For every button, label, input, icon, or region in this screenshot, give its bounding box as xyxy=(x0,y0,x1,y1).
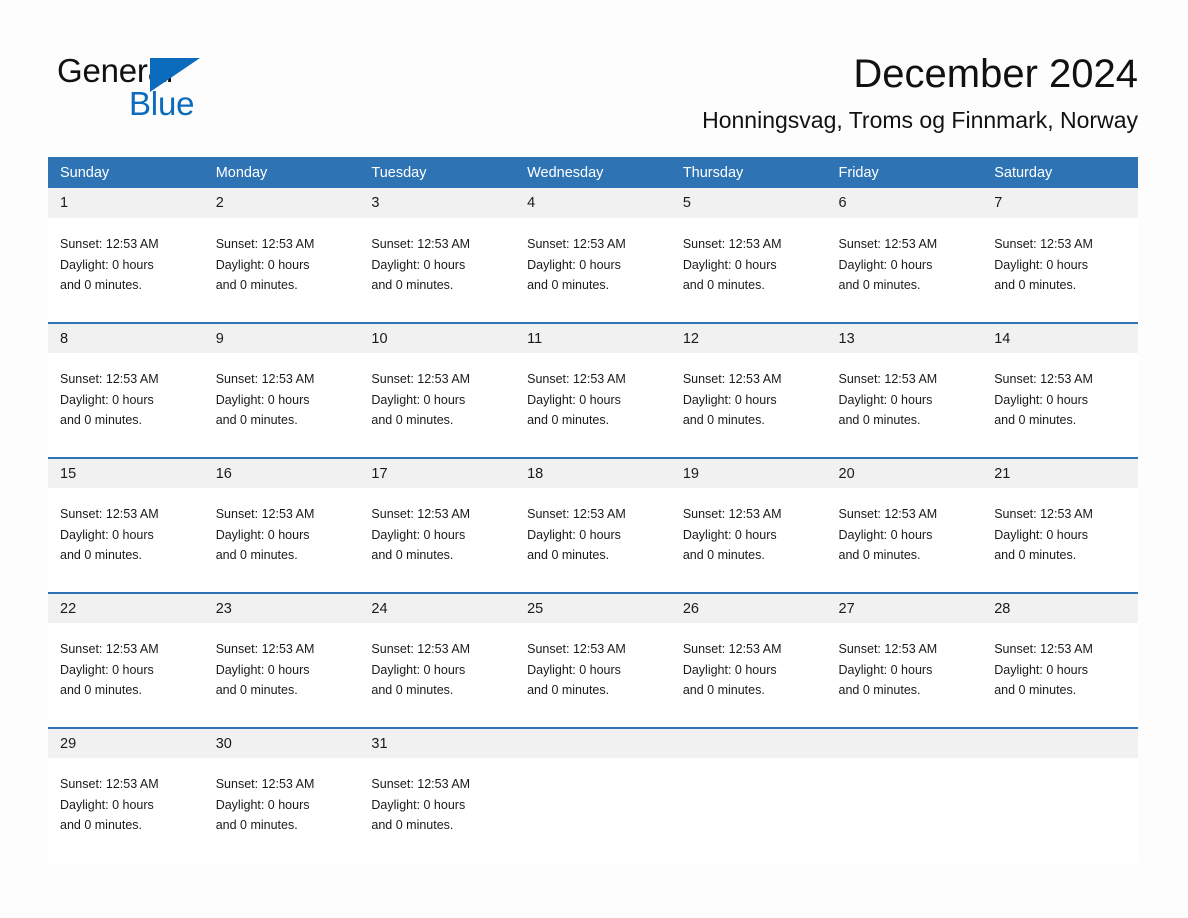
minutes-line: and 0 minutes. xyxy=(215,278,298,292)
week-info-row xyxy=(48,623,1138,728)
minutes-line: and 0 minutes. xyxy=(682,278,765,292)
sunset-line: Sunset: 12:53 AM xyxy=(60,642,159,656)
sunset-line: Sunset: 12:53 AM xyxy=(371,507,471,521)
minutes-line: and 0 minutes. xyxy=(527,548,610,562)
day-number[interactable]: 10 xyxy=(359,323,515,353)
minutes-line: and 0 minutes. xyxy=(371,683,454,697)
week-date-row xyxy=(48,458,1138,488)
daylight-line: Daylight: 0 hours xyxy=(527,527,621,542)
day-number[interactable]: 20 xyxy=(827,458,983,488)
calendar-body xyxy=(48,188,1138,863)
daylight-line: Daylight: 0 hours xyxy=(682,527,777,542)
day-number[interactable]: 23 xyxy=(204,593,360,623)
day-detail-cell-empty xyxy=(982,758,1138,863)
day-detail-cell-empty xyxy=(515,758,671,863)
day-detail-cell xyxy=(204,758,360,863)
daylight-line: Daylight: 0 hours xyxy=(60,662,154,677)
day-detail-cell xyxy=(982,218,1138,323)
daylight-line: Daylight: 0 hours xyxy=(215,662,310,677)
day-detail-cell xyxy=(359,488,515,593)
minutes-line: and 0 minutes. xyxy=(215,548,298,562)
minutes-line: and 0 minutes. xyxy=(60,278,142,292)
sunset-line: Sunset: 12:53 AM xyxy=(682,507,782,521)
day-detail-cell xyxy=(359,218,515,323)
day-number-empty xyxy=(827,728,983,758)
day-number[interactable]: 25 xyxy=(515,593,671,623)
day-detail-cell xyxy=(671,488,827,593)
day-number[interactable]: 29 xyxy=(48,728,204,758)
daylight-line: Daylight: 0 hours xyxy=(838,257,933,272)
daylight-line: Daylight: 0 hours xyxy=(838,392,933,407)
day-number[interactable]: 26 xyxy=(671,593,827,623)
sunset-line: Sunset: 12:53 AM xyxy=(527,642,626,656)
daylight-line: Daylight: 0 hours xyxy=(994,392,1089,407)
day-number[interactable]: 8 xyxy=(48,323,204,353)
week-date-row xyxy=(48,323,1138,353)
daylight-line: Daylight: 0 hours xyxy=(215,527,310,542)
page-subtitle-location: Honningsvag, Troms og Finnmark, Norway xyxy=(702,107,1138,133)
day-detail-cell xyxy=(827,353,983,458)
daylight-line: Daylight: 0 hours xyxy=(215,392,310,407)
day-number[interactable]: 30 xyxy=(204,728,360,758)
day-detail-cell xyxy=(827,218,983,323)
week-info-row xyxy=(48,218,1138,323)
daylight-line: Daylight: 0 hours xyxy=(994,527,1089,542)
day-number[interactable]: 5 xyxy=(671,188,827,218)
day-number-empty xyxy=(671,728,827,758)
weekday-header-tuesday: Tuesday xyxy=(359,157,515,188)
day-detail-cell xyxy=(671,353,827,458)
sunset-line: Sunset: 12:53 AM xyxy=(838,507,938,521)
day-detail-cell xyxy=(671,623,827,728)
weekday-header-sunday: Sunday xyxy=(48,157,204,188)
day-number[interactable]: 9 xyxy=(204,323,360,353)
daylight-line: Daylight: 0 hours xyxy=(215,257,310,272)
sunset-line: Sunset: 12:53 AM xyxy=(838,642,938,656)
page-header xyxy=(0,0,1188,156)
daylight-line: Daylight: 0 hours xyxy=(60,392,154,407)
sunset-line: Sunset: 12:53 AM xyxy=(60,372,159,386)
day-number[interactable]: 14 xyxy=(982,323,1138,353)
day-detail-cell xyxy=(515,623,671,728)
sunset-line: Sunset: 12:53 AM xyxy=(60,777,159,791)
day-detail-cell xyxy=(359,758,515,863)
day-number[interactable]: 6 xyxy=(827,188,983,218)
title-block xyxy=(702,48,1138,137)
sunset-line: Sunset: 12:53 AM xyxy=(215,507,315,521)
day-number[interactable]: 21 xyxy=(982,458,1138,488)
day-number[interactable]: 12 xyxy=(671,323,827,353)
day-number[interactable]: 28 xyxy=(982,593,1138,623)
day-number[interactable]: 3 xyxy=(359,188,515,218)
day-number[interactable]: 15 xyxy=(48,458,204,488)
minutes-line: and 0 minutes. xyxy=(994,413,1077,427)
day-number[interactable]: 2 xyxy=(204,188,360,218)
logo-text-blue: Blue xyxy=(129,85,195,122)
week-date-row xyxy=(48,188,1138,218)
daylight-line: Daylight: 0 hours xyxy=(371,662,466,677)
daylight-line: Daylight: 0 hours xyxy=(371,797,466,812)
day-number[interactable]: 11 xyxy=(515,323,671,353)
daylight-line: Daylight: 0 hours xyxy=(60,527,154,542)
minutes-line: and 0 minutes. xyxy=(215,683,298,697)
daylight-line: Daylight: 0 hours xyxy=(527,257,621,272)
day-number[interactable]: 7 xyxy=(982,188,1138,218)
day-detail-cell xyxy=(515,353,671,458)
weekday-header-friday: Friday xyxy=(827,157,983,188)
day-number[interactable]: 19 xyxy=(671,458,827,488)
minutes-line: and 0 minutes. xyxy=(994,278,1077,292)
minutes-line: and 0 minutes. xyxy=(215,818,298,832)
sunset-line: Sunset: 12:53 AM xyxy=(838,237,938,251)
minutes-line: and 0 minutes. xyxy=(838,413,921,427)
sunset-line: Sunset: 12:53 AM xyxy=(994,642,1093,656)
minutes-line: and 0 minutes. xyxy=(371,278,454,292)
weekday-header-wednesday: Wednesday xyxy=(515,157,671,188)
minutes-line: and 0 minutes. xyxy=(682,413,765,427)
sunset-line: Sunset: 12:53 AM xyxy=(682,372,782,386)
minutes-line: and 0 minutes. xyxy=(60,818,142,832)
daylight-line: Daylight: 0 hours xyxy=(371,257,466,272)
minutes-line: and 0 minutes. xyxy=(371,413,454,427)
daylight-line: Daylight: 0 hours xyxy=(60,257,154,272)
day-detail-cell xyxy=(48,218,204,323)
calendar-header-row-group xyxy=(48,157,1138,188)
day-detail-cell xyxy=(204,218,360,323)
day-detail-cell-empty xyxy=(827,758,983,863)
daylight-line: Daylight: 0 hours xyxy=(682,257,777,272)
day-number[interactable]: 1 xyxy=(48,188,204,218)
sunset-line: Sunset: 12:53 AM xyxy=(527,372,626,386)
week-info-row xyxy=(48,488,1138,593)
daylight-line: Daylight: 0 hours xyxy=(60,797,154,812)
daylight-line: Daylight: 0 hours xyxy=(682,662,777,677)
sunset-line: Sunset: 12:53 AM xyxy=(994,237,1093,251)
day-detail-cell xyxy=(982,623,1138,728)
sunset-line: Sunset: 12:53 AM xyxy=(215,777,315,791)
calendar-container xyxy=(48,157,1138,863)
minutes-line: and 0 minutes. xyxy=(527,683,610,697)
day-number[interactable]: 4 xyxy=(515,188,671,218)
day-detail-cell xyxy=(827,623,983,728)
sunset-line: Sunset: 12:53 AM xyxy=(994,372,1093,386)
minutes-line: and 0 minutes. xyxy=(994,683,1077,697)
daylight-line: Daylight: 0 hours xyxy=(527,662,621,677)
minutes-line: and 0 minutes. xyxy=(994,548,1077,562)
daylight-line: Daylight: 0 hours xyxy=(371,392,466,407)
minutes-line: and 0 minutes. xyxy=(60,683,142,697)
day-number[interactable]: 13 xyxy=(827,323,983,353)
day-number[interactable]: 31 xyxy=(359,728,515,758)
sunset-line: Sunset: 12:53 AM xyxy=(371,372,471,386)
day-number-empty xyxy=(982,728,1138,758)
daylight-line: Daylight: 0 hours xyxy=(215,797,310,812)
sunset-line: Sunset: 12:53 AM xyxy=(527,507,626,521)
day-detail-cell xyxy=(671,218,827,323)
week-info-row xyxy=(48,353,1138,458)
sunset-line: Sunset: 12:53 AM xyxy=(994,507,1093,521)
day-detail-cell xyxy=(204,623,360,728)
day-detail-cell xyxy=(204,488,360,593)
day-number[interactable]: 18 xyxy=(515,458,671,488)
minutes-line: and 0 minutes. xyxy=(527,413,610,427)
day-detail-cell xyxy=(515,488,671,593)
weekday-header-monday: Monday xyxy=(204,157,360,188)
daylight-line: Daylight: 0 hours xyxy=(371,527,466,542)
page-title: December 2024 xyxy=(853,52,1138,96)
logo-text-general: General xyxy=(57,52,174,89)
weekday-header-row xyxy=(48,157,1138,188)
minutes-line: and 0 minutes. xyxy=(371,548,454,562)
day-detail-cell xyxy=(48,623,204,728)
sunset-line: Sunset: 12:53 AM xyxy=(682,237,782,251)
sunset-line: Sunset: 12:53 AM xyxy=(215,642,315,656)
weekday-header-thursday: Thursday xyxy=(671,157,827,188)
week-date-row xyxy=(48,593,1138,623)
sunset-line: Sunset: 12:53 AM xyxy=(371,777,471,791)
day-detail-cell xyxy=(359,623,515,728)
day-detail-cell xyxy=(982,353,1138,458)
day-detail-cell-empty xyxy=(671,758,827,863)
day-detail-cell xyxy=(204,353,360,458)
day-number[interactable]: 16 xyxy=(204,458,360,488)
day-detail-cell xyxy=(48,488,204,593)
sunset-line: Sunset: 12:53 AM xyxy=(371,237,471,251)
minutes-line: and 0 minutes. xyxy=(682,548,765,562)
day-detail-cell xyxy=(359,353,515,458)
daylight-line: Daylight: 0 hours xyxy=(994,257,1089,272)
minutes-line: and 0 minutes. xyxy=(838,548,921,562)
daylight-line: Daylight: 0 hours xyxy=(838,662,933,677)
day-detail-cell xyxy=(827,488,983,593)
daylight-line: Daylight: 0 hours xyxy=(838,527,933,542)
sunset-line: Sunset: 12:53 AM xyxy=(527,237,626,251)
sunset-line: Sunset: 12:53 AM xyxy=(215,372,315,386)
minutes-line: and 0 minutes. xyxy=(838,278,921,292)
day-detail-cell xyxy=(48,353,204,458)
daylight-line: Daylight: 0 hours xyxy=(682,392,777,407)
day-number[interactable]: 17 xyxy=(359,458,515,488)
day-number[interactable]: 22 xyxy=(48,593,204,623)
minutes-line: and 0 minutes. xyxy=(838,683,921,697)
daylight-line: Daylight: 0 hours xyxy=(994,662,1089,677)
day-detail-cell xyxy=(982,488,1138,593)
calendar-table xyxy=(48,157,1138,863)
week-info-row xyxy=(48,758,1138,863)
day-number[interactable]: 24 xyxy=(359,593,515,623)
minutes-line: and 0 minutes. xyxy=(60,413,142,427)
day-number[interactable]: 27 xyxy=(827,593,983,623)
sunset-line: Sunset: 12:53 AM xyxy=(682,642,782,656)
sunset-line: Sunset: 12:53 AM xyxy=(838,372,938,386)
daylight-line: Daylight: 0 hours xyxy=(527,392,621,407)
day-detail-cell xyxy=(515,218,671,323)
sunset-line: Sunset: 12:53 AM xyxy=(60,507,159,521)
minutes-line: and 0 minutes. xyxy=(682,683,765,697)
minutes-line: and 0 minutes. xyxy=(527,278,610,292)
day-detail-cell xyxy=(48,758,204,863)
minutes-line: and 0 minutes. xyxy=(60,548,142,562)
week-date-row xyxy=(48,728,1138,758)
minutes-line: and 0 minutes. xyxy=(215,413,298,427)
sunset-line: Sunset: 12:53 AM xyxy=(215,237,315,251)
weekday-header-saturday: Saturday xyxy=(982,157,1138,188)
sunset-line: Sunset: 12:53 AM xyxy=(371,642,471,656)
minutes-line: and 0 minutes. xyxy=(371,818,454,832)
generalblue-logo[interactable] xyxy=(57,52,257,124)
sunset-line: Sunset: 12:53 AM xyxy=(60,237,159,251)
day-number-empty xyxy=(515,728,671,758)
